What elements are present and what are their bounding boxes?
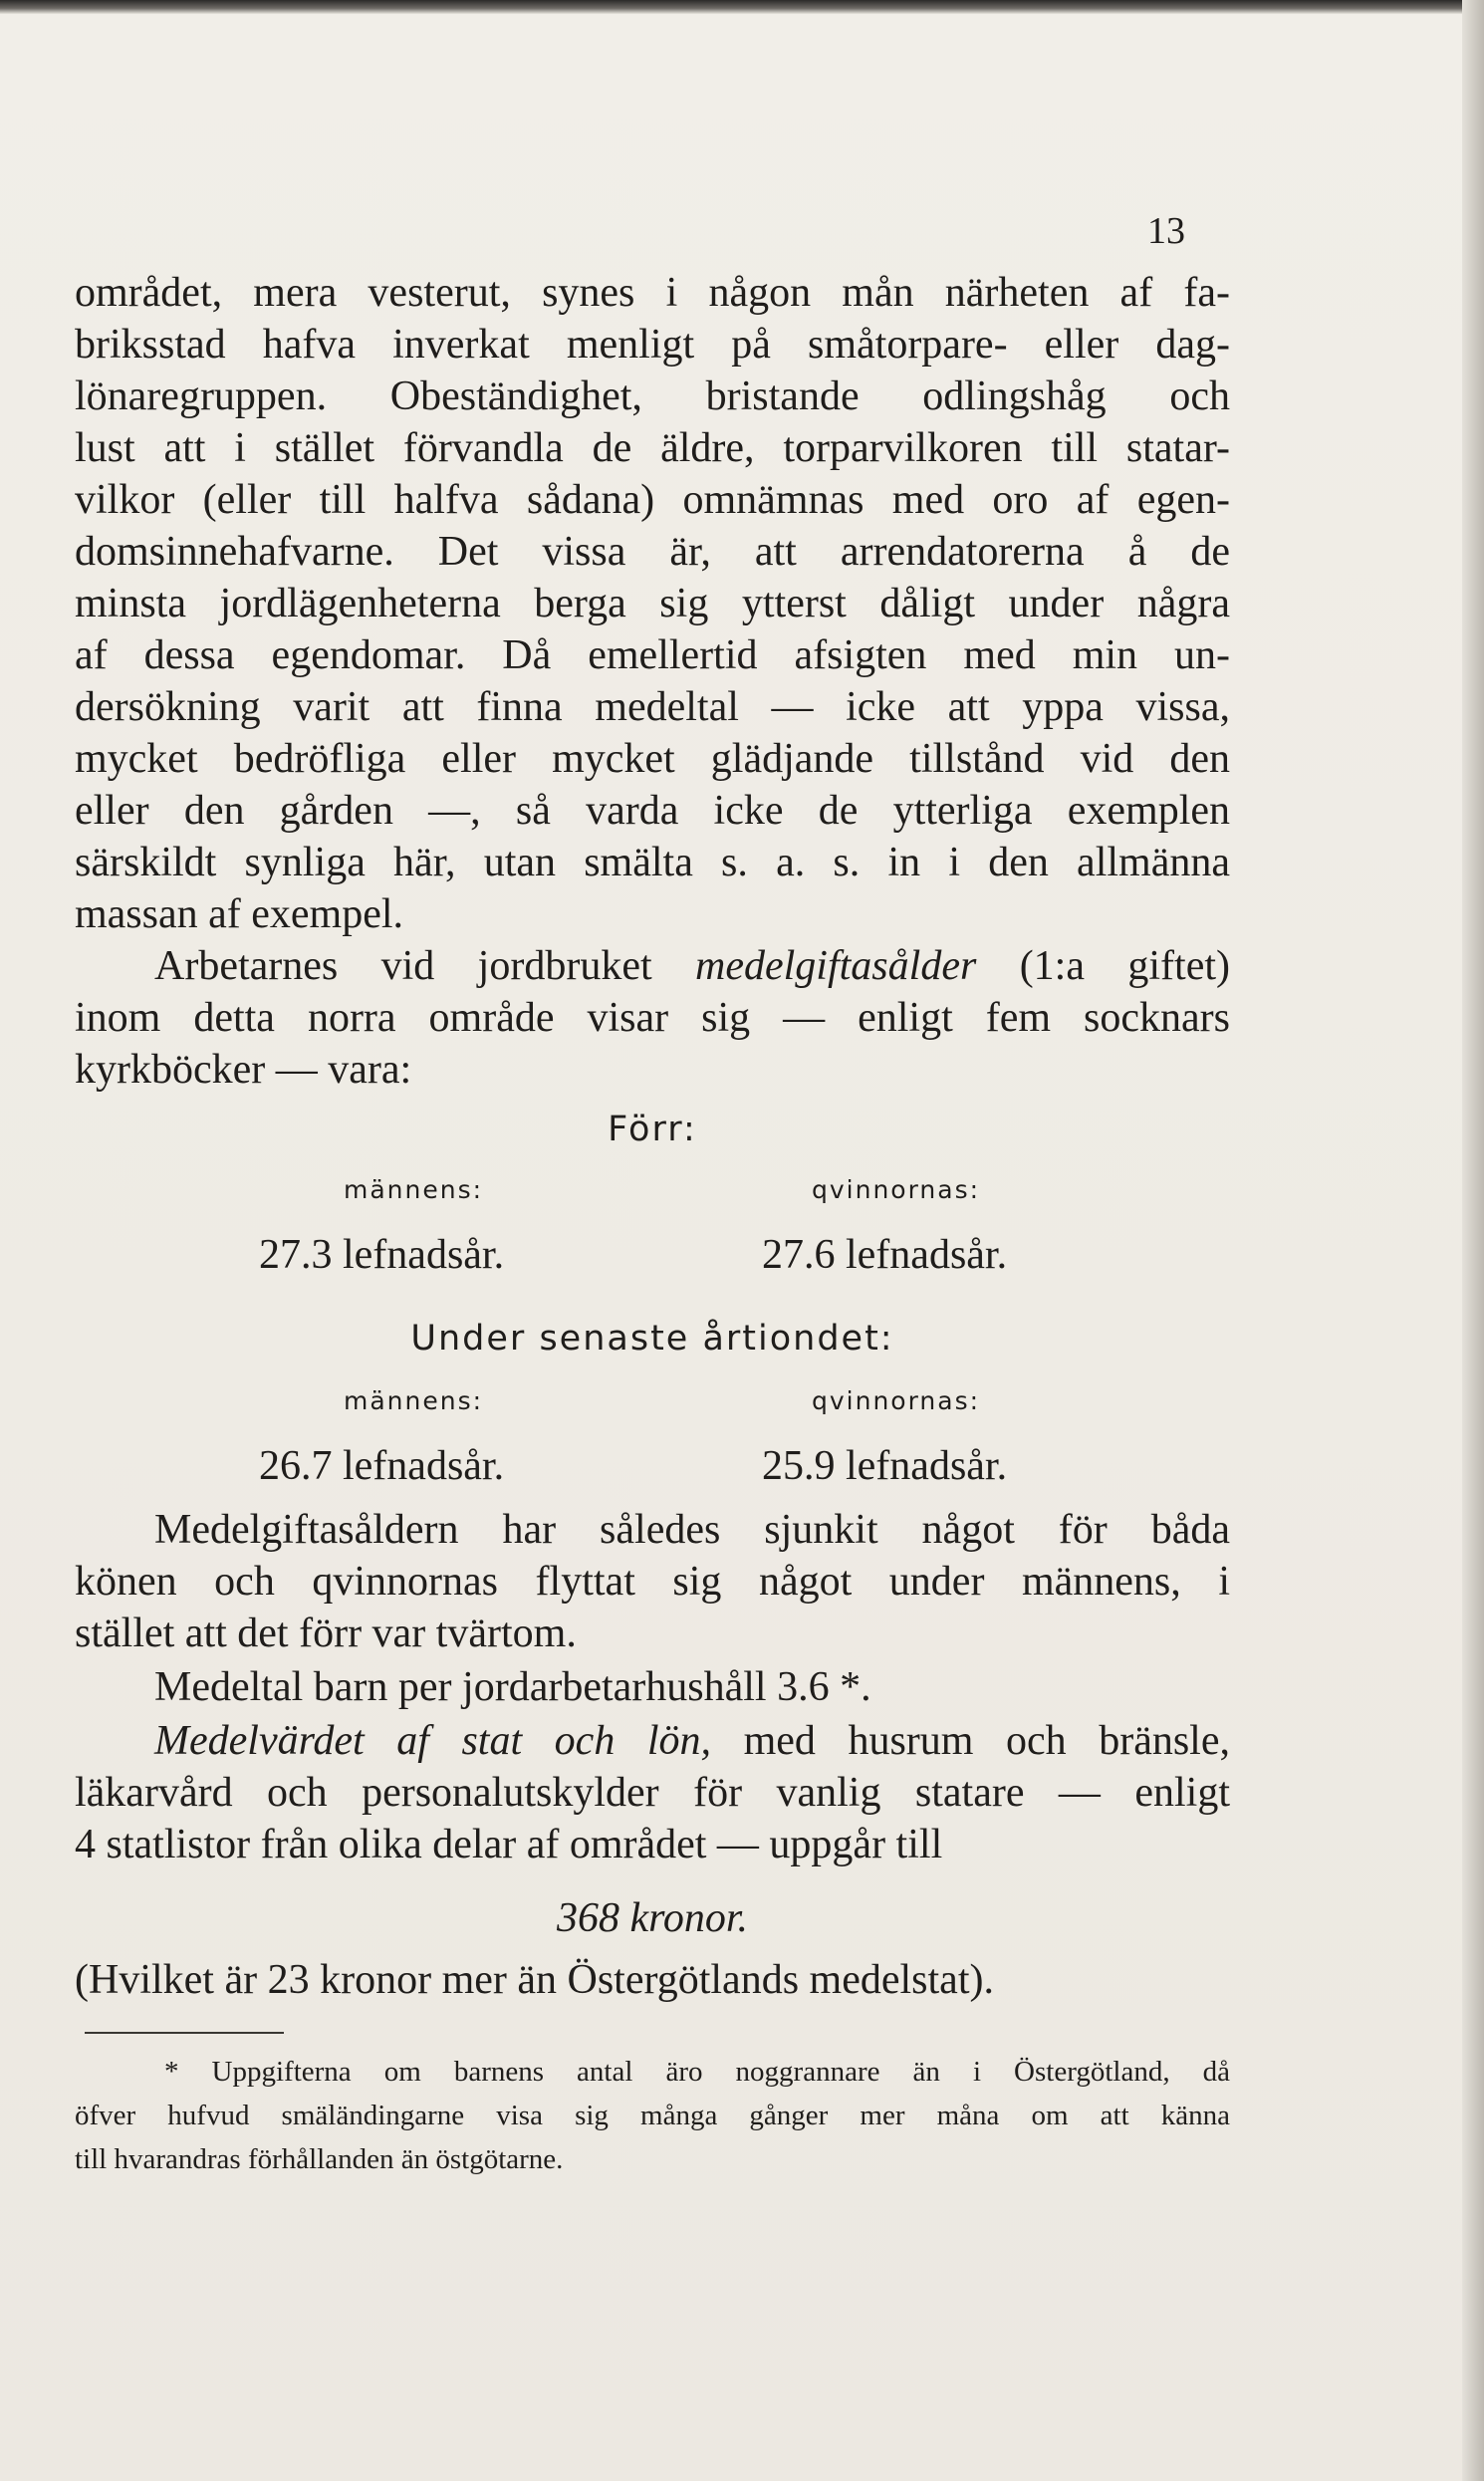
label-row-recent bbox=[75, 1386, 1230, 1422]
body-line: läkarvård och personalutskylder för vanlig statare — enligt bbox=[75, 1770, 1230, 1816]
body-line: vilkor (eller till halfva sådana) omnämnas med oro af egen- bbox=[75, 477, 1230, 523]
body-line: dersökning varit att finna medeltal — icke att yppa vissa, bbox=[75, 684, 1230, 730]
body-line: massan af exempel. bbox=[75, 891, 404, 937]
label-men: männens: bbox=[344, 1175, 484, 1204]
body-line bbox=[75, 940, 1230, 993]
text-run: (1:a giftet) bbox=[976, 943, 1230, 989]
value-women: 25.9 lefnadsår. bbox=[762, 1443, 1008, 1489]
value-row-recent bbox=[75, 1442, 1230, 1492]
body-line: kyrkböcker — vara: bbox=[75, 1047, 412, 1093]
text-run: Arbetarnes vid jordbruket bbox=[154, 943, 696, 989]
body-line: af dessa egendomar. Då emellertid afsigten med min un- bbox=[75, 632, 1230, 678]
label-men: männens: bbox=[344, 1386, 484, 1415]
label-women: qvinnornas: bbox=[812, 1175, 981, 1204]
body-line: minsta jordlägenheterna berga sig ytterst dåligt under några bbox=[75, 581, 1230, 626]
body-line: lust att i stället förvandla de äldre, torparvilkoren till statar- bbox=[75, 425, 1230, 471]
body-line: 4 statlistor från olika delar af området — uppgår till bbox=[75, 1822, 943, 1867]
value-men: 26.7 lefnadsår. bbox=[259, 1443, 505, 1489]
body-line: Medeltal barn per jordarbetarhushåll 3.6 *. bbox=[154, 1664, 871, 1710]
amount: 368 kronor. bbox=[556, 1895, 749, 1941]
comparison-line: (Hvilket är 23 kronor mer än Östergötlands medelstat). bbox=[75, 1957, 994, 2003]
label-women: qvinnornas: bbox=[812, 1386, 981, 1415]
body-line: briksstad hafva inverkat menligt på småtorpare- eller dag- bbox=[75, 322, 1230, 368]
amount-line bbox=[75, 1892, 1230, 1945]
footnote-line: till hvarandras förhållanden än östgötarne. bbox=[75, 2143, 564, 2175]
value-row-before bbox=[75, 1231, 1230, 1281]
body-line bbox=[75, 1715, 1230, 1768]
scan-top-edge bbox=[0, 0, 1484, 14]
value-men: 27.3 lefnadsår. bbox=[259, 1232, 505, 1278]
footnote-rule bbox=[85, 2032, 284, 2034]
section-heading-recent: Under senaste årtiondet: bbox=[410, 1319, 894, 1359]
body-line: domsinnehafvarne. Det vissa är, att arrendatorerna å de bbox=[75, 529, 1230, 575]
value-women: 27.6 lefnadsår. bbox=[762, 1232, 1008, 1278]
text-run: med husrum och bränsle, bbox=[711, 1718, 1230, 1764]
body-line: inom detta norra område visar sig — enligt fem socknars bbox=[75, 995, 1230, 1041]
italic-term: Medelvärdet af stat och lön, bbox=[154, 1718, 712, 1764]
body-line: Medelgiftasåldern har således sjunkit något för båda bbox=[154, 1507, 1230, 1553]
page-number: 13 bbox=[1147, 210, 1185, 252]
body-line: särskildt synliga här, utan smälta s. a. s. in i den allmänna bbox=[75, 840, 1230, 885]
body-line: lönaregruppen. Obeständighet, bristande odlingshåg och bbox=[75, 373, 1230, 419]
body-line: eller den gården —, så varda icke de ytterliga exemplen bbox=[75, 788, 1230, 834]
label-row-before bbox=[75, 1175, 1230, 1211]
scan-right-edge bbox=[1462, 0, 1484, 2481]
body-line: området, mera vesterut, synes i någon mån närheten af fa- bbox=[75, 270, 1230, 316]
footnote-line: öfver hufvud smäländingarne visa sig många gånger mer måna om att känna bbox=[75, 2100, 1230, 2131]
body-line: mycket bedröfliga eller mycket glädjande tillstånd vid den bbox=[75, 736, 1230, 782]
italic-term: medelgiftasålder bbox=[695, 943, 977, 989]
section-heading-before: Förr: bbox=[608, 1110, 697, 1149]
body-line: stället att det förr var tvärtom. bbox=[75, 1611, 577, 1656]
body-line: könen och qvinnornas flyttat sig något under männens, i bbox=[75, 1559, 1230, 1605]
footnote-line: * Uppgifterna om barnens antal äro noggrannare än i Östergötland, då bbox=[164, 2056, 1230, 2088]
